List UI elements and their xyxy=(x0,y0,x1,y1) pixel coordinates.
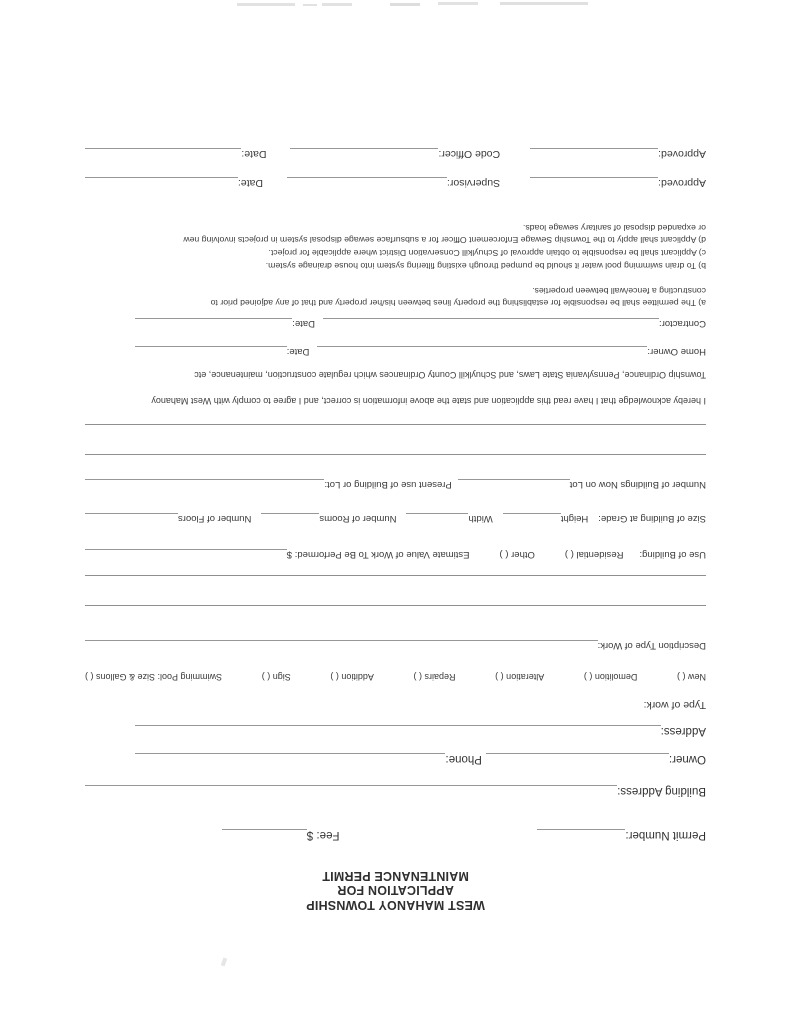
use-of-building-label: Use of Building: xyxy=(639,549,706,561)
permit-fee-row xyxy=(85,830,706,843)
work-type-new: New ( ) xyxy=(677,672,706,683)
approved-code-officer-line xyxy=(530,148,658,161)
size-of-building-row xyxy=(85,514,706,527)
floors-line xyxy=(85,514,178,527)
estimate-value-line xyxy=(85,550,287,563)
acknowledgment-line-1: I hereby acknowledge that I have read this application and state the above information is correct, and I agree to comply with West Mahanoy xyxy=(151,396,706,407)
address-label: Address: xyxy=(660,725,706,738)
width-line xyxy=(407,514,469,527)
fee-line xyxy=(222,830,307,843)
description-line xyxy=(85,641,598,654)
building-address-row xyxy=(85,786,706,799)
note-d-line-1: d) Applicant shall apply to the Township Sewage Enforcement Officer for a subsurface sewage disposal system in projects involving new xyxy=(183,235,706,246)
address-row xyxy=(135,726,706,739)
supervisor-label: Supervisor: xyxy=(447,176,501,189)
code-officer-label: Code Officer: xyxy=(438,147,501,160)
work-type-addition: Addition ( ) xyxy=(330,672,374,683)
permit-number-line xyxy=(537,830,625,843)
work-type-swimming-pool: Swimming Pool: Size & Gallons ( ) xyxy=(85,672,223,683)
acknowledgment-line-2: Township Ordinance, Pennsylvania State Laws, and Schuylkill County Ordinances which regulate construction, maintenance, etc xyxy=(194,370,706,381)
size-at-grade-label: Size of Building at Grade: xyxy=(598,513,706,525)
contractor-label: Contractor: xyxy=(659,318,706,330)
form-title xyxy=(85,869,706,913)
approved-label-2: Approved: xyxy=(658,147,706,160)
home-owner-date-line xyxy=(135,347,287,360)
present-use-label: Present use of Building or Lot: xyxy=(324,479,452,491)
title-line-2: APPLICATION FOR xyxy=(337,883,454,898)
fee-label: Fee: $ xyxy=(306,829,340,842)
work-type-options-row xyxy=(85,673,706,683)
note-b: b) To drain swimming pool water it should be pumped through existing filtering system into house drainage system. xyxy=(265,260,706,271)
township-name: WEST MAHANOY TOWNSHIP xyxy=(306,898,485,912)
contractor-date-line xyxy=(135,319,292,332)
description-row xyxy=(85,641,706,654)
phone-label: Phone: xyxy=(445,753,482,766)
contractor-row xyxy=(135,319,706,332)
residential-option: Residential ( ) xyxy=(564,549,624,561)
acknowledgment xyxy=(85,363,706,415)
code-officer-line xyxy=(290,148,438,161)
description-label: Description Type of Work: xyxy=(597,640,706,652)
work-type-alteration: Alteration ( ) xyxy=(495,672,545,683)
owner-phone-row xyxy=(135,754,706,767)
supervisor-date-line xyxy=(85,177,238,190)
type-of-work-label: Type of work: xyxy=(643,699,706,712)
present-use-line xyxy=(85,480,324,493)
work-type-repairs: Repairs ( ) xyxy=(413,672,456,683)
approved-supervisor-row xyxy=(85,177,706,190)
permit-number-label: Permit Number: xyxy=(625,829,706,842)
home-owner-row xyxy=(135,347,706,360)
home-owner-line xyxy=(317,347,647,360)
width-label: Width xyxy=(468,513,493,525)
conditions-notes xyxy=(85,221,706,310)
approved-supervisor-line xyxy=(530,177,658,190)
rooms-line xyxy=(261,514,319,527)
other-option: Other ( ) xyxy=(499,549,535,561)
home-owner-label: Home Owner: xyxy=(647,346,706,358)
note-d-line-2: or expanded disposal of sanitary sewage loads. xyxy=(522,222,706,233)
rooms-label: Number of Rooms xyxy=(319,513,397,525)
work-type-demolition: Demolition ( ) xyxy=(583,672,638,683)
height-line xyxy=(503,514,561,527)
note-a-line-2: constructing a fence/wall between properties. xyxy=(532,285,706,296)
note-a-line-1: a) The permittee shall be responsible for establishing the property lines between his/her property and that of any adjoined prior to xyxy=(210,298,706,309)
work-type-sign: Sign ( ) xyxy=(261,672,291,683)
contractor-line xyxy=(323,319,659,332)
phone-line xyxy=(135,754,445,767)
extra-line-1 xyxy=(85,455,706,456)
owner-label: Owner: xyxy=(668,753,706,766)
estimate-value-label: Estimate Value of Work To Be Performed: $ xyxy=(286,549,470,561)
description-extra-line-2 xyxy=(85,576,706,577)
supervisor-line xyxy=(287,177,447,190)
code-officer-date-label: Date: xyxy=(241,147,267,160)
approved-label: Approved: xyxy=(658,176,706,189)
extra-line-2 xyxy=(85,425,706,426)
buildings-on-lot-row xyxy=(85,480,706,493)
note-c: c) Applicant shall be responsible to obtain approval of Schuylkill Conservation District where applicable for project. xyxy=(268,248,706,259)
contractor-date-label: Date: xyxy=(292,318,315,330)
height-label: Height xyxy=(560,513,589,525)
approved-code-officer-row xyxy=(85,148,706,161)
home-owner-date-label: Date: xyxy=(286,346,310,358)
building-address-label: Building Address: xyxy=(617,785,706,798)
type-of-work-row xyxy=(85,700,706,712)
owner-line xyxy=(486,754,669,767)
floors-label: Number of Floors xyxy=(178,513,252,525)
use-of-building-row xyxy=(85,550,706,563)
code-officer-date-line xyxy=(85,148,241,161)
buildings-on-lot-label: Number of Buildings Now on Lot xyxy=(569,479,706,491)
title-line-3: MAINTENANCE PERMIT xyxy=(322,869,469,883)
building-address-line xyxy=(85,786,617,799)
buildings-on-lot-line xyxy=(458,480,570,493)
supervisor-date-label: Date: xyxy=(237,176,264,189)
description-extra-line-1 xyxy=(85,606,706,607)
address-line xyxy=(135,726,661,739)
